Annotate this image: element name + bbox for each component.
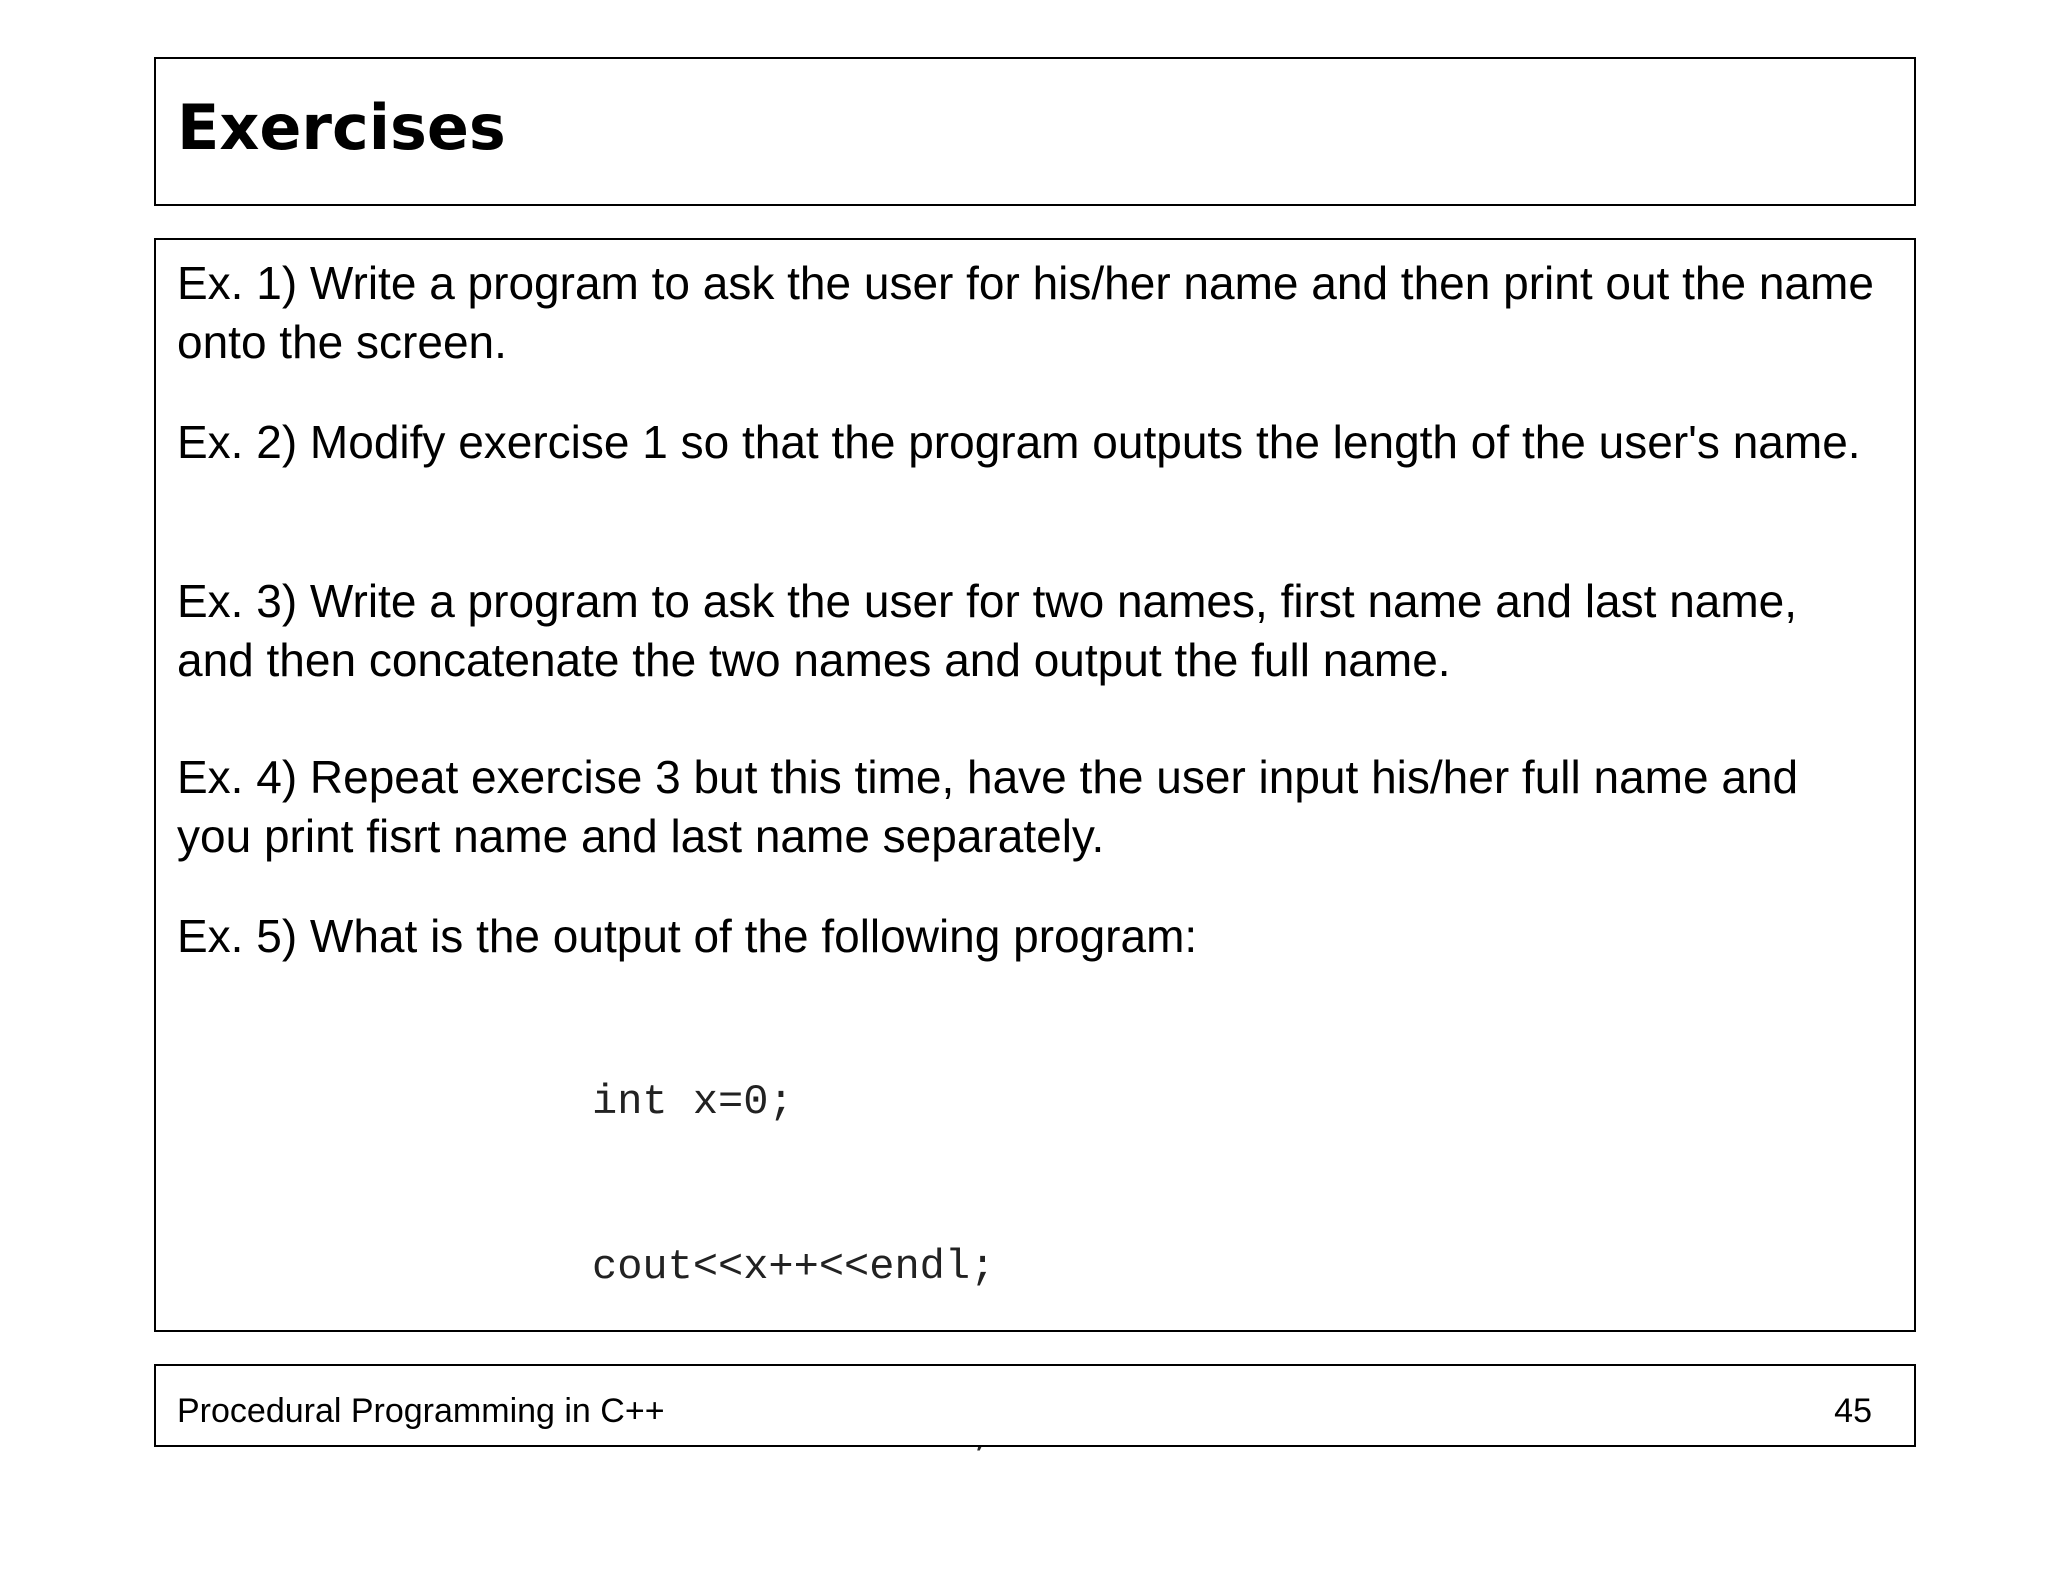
code-line-1: int x=0; xyxy=(592,1078,794,1126)
footer-course-name: Procedural Programming in C++ xyxy=(177,1392,665,1430)
title-box xyxy=(154,57,1916,206)
content-box xyxy=(154,238,1916,1332)
code-block xyxy=(592,965,995,1570)
footer-box xyxy=(154,1364,1916,1447)
exercise-3: Ex. 3) Write a program to ask the user for two names, first name and last name, and then concatenate the two names and output the full name. xyxy=(177,575,1798,686)
code-line-2: cout<<x++<<endl; xyxy=(592,1243,996,1291)
page-number: 45 xyxy=(1834,1392,1872,1430)
exercise-1: Ex. 1) Write a program to ask the user for his/her name and then print out the name onto the screen. xyxy=(177,257,1874,368)
exercise-5: Ex. 5) What is the output of the following program: xyxy=(177,910,1198,962)
page-title: Exercises xyxy=(177,91,506,164)
exercise-4: Ex. 4) Repeat exercise 3 but this time, have the user input his/her full name and you print fisrt name and last name separately. xyxy=(177,751,1799,862)
exercise-2: Ex. 2) Modify exercise 1 so that the program outputs the length of the user's name. xyxy=(177,416,1861,468)
